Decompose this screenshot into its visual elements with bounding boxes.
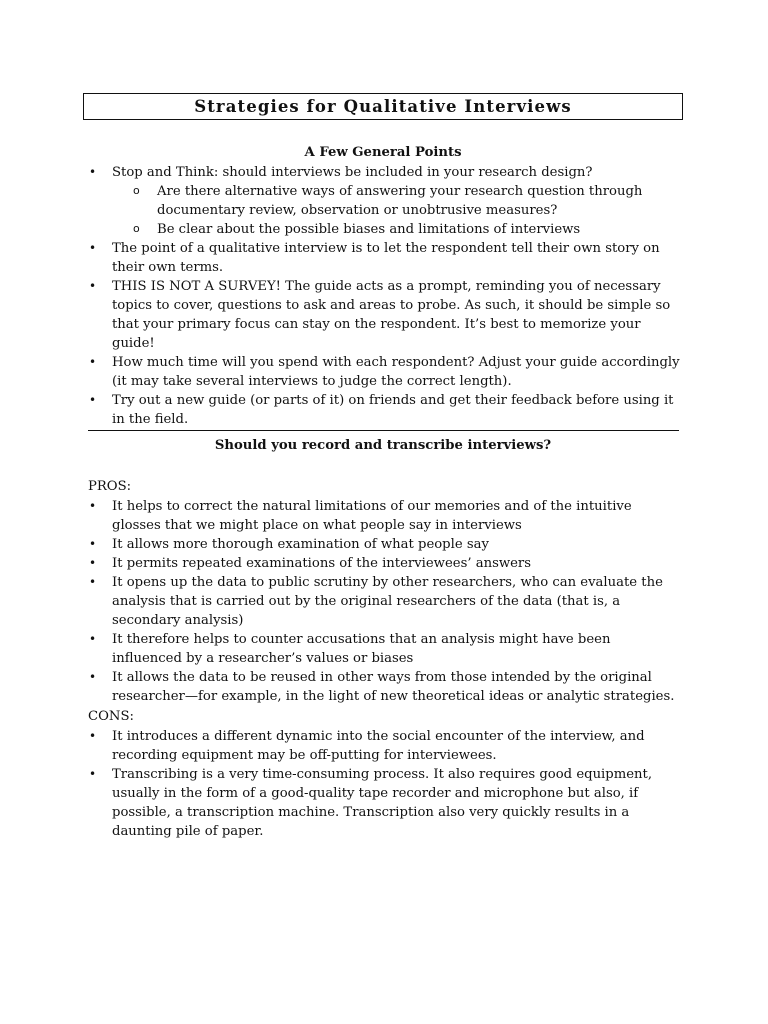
list-item: [88, 668, 680, 706]
list-item: [88, 391, 680, 429]
list-item: [88, 727, 680, 765]
bullet-icon: •: [89, 537, 97, 551]
sub-list: [112, 182, 680, 239]
list-item-text: It allows the data to be reused in other ways from those intended by the original researcher—for example, in the light of new theoretical ideas or analytic strategies.: [112, 670, 675, 704]
list-item-text: It helps to correct the natural limitations of our memories and of the intuitive glosses that we might place on what people say in interviews: [112, 499, 632, 533]
list-item-text: Transcribing is a very time-consuming process. It also requires good equipment, usually in the form of a good-quality tape recorder and microphone but also, if possible, a transcription machine. Transcription also very quickly results in a daunting pile of paper.: [112, 767, 653, 839]
list-item: [88, 535, 680, 554]
list-item-text: It allows more thorough examination of what people say: [112, 537, 489, 552]
sub-list-item-text: Are there alternative ways of answering your research question through documentary review, observation or unobtrusive measures?: [157, 184, 643, 218]
general-points-list: [88, 163, 680, 429]
bullet-icon: •: [89, 355, 97, 369]
bullet-icon: •: [89, 241, 97, 255]
sub-list-item-text: Be clear about the possible biases and limitations of interviews: [157, 222, 581, 237]
sub-bullet-icon: o: [133, 222, 140, 235]
list-item: [88, 239, 680, 277]
list-item-text: How much time will you spend with each respondent? Adjust your guide accordingly (it may take several interviews to judge the correct length).: [112, 355, 680, 389]
cons-list: [88, 727, 680, 841]
bullet-icon: •: [89, 670, 97, 684]
bullet-icon: •: [89, 767, 97, 781]
list-item: [88, 765, 680, 841]
bullet-icon: •: [89, 165, 97, 179]
sub-bullet-icon: o: [133, 184, 140, 197]
list-item-text: It permits repeated examinations of the interviewees’ answers: [112, 556, 532, 571]
list-item-text: It introduces a different dynamic into the social encounter of the interview, and recording equipment may be off-putting for interviewees.: [112, 729, 645, 763]
sub-list-item: [112, 182, 680, 220]
list-item: [88, 353, 680, 391]
section-divider: [88, 430, 679, 431]
bullet-icon: •: [89, 556, 97, 570]
document-title: Strategies for Qualitative Interviews: [83, 93, 683, 120]
list-item-text: Try out a new guide (or parts of it) on friends and get their feedback before using it in the field.: [112, 393, 674, 427]
list-item: [88, 554, 680, 573]
list-item: [88, 497, 680, 535]
sub-list-item: [112, 220, 680, 239]
bullet-icon: •: [89, 393, 97, 407]
list-item-text: Stop and Think: should interviews be included in your research design?: [112, 165, 593, 180]
bullet-icon: •: [89, 499, 97, 513]
list-item-text: It therefore helps to counter accusations that an analysis might have been influenced by a researcher’s values or biases: [112, 632, 611, 666]
list-item: [88, 573, 680, 630]
general-points-heading: A Few General Points: [304, 145, 462, 160]
list-item-text: THIS IS NOT A SURVEY! The guide acts as a prompt, reminding you of necessary topics to cover, questions to ask and areas to probe. As such, it should be simple so that your primary focus can stay on the respondent. It’s best to memorize your guide!: [112, 279, 671, 351]
list-item: [88, 630, 680, 668]
record-heading: Should you record and transcribe interviews?: [214, 438, 552, 453]
bullet-icon: •: [89, 575, 97, 589]
list-item: [88, 163, 680, 239]
list-item: [88, 277, 680, 353]
pros-label: PROS:: [88, 479, 132, 494]
cons-label: CONS:: [88, 709, 134, 724]
bullet-icon: •: [89, 729, 97, 743]
bullet-icon: •: [89, 632, 97, 646]
list-item-text: The point of a qualitative interview is to let the respondent tell their own story on their own terms.: [112, 241, 660, 275]
bullet-icon: •: [89, 279, 97, 293]
pros-list: [88, 497, 680, 706]
list-item-text: It opens up the data to public scrutiny by other researchers, who can evaluate the analysis that is carried out by the original researchers of the data (that is, a secondary analysis): [112, 575, 663, 628]
